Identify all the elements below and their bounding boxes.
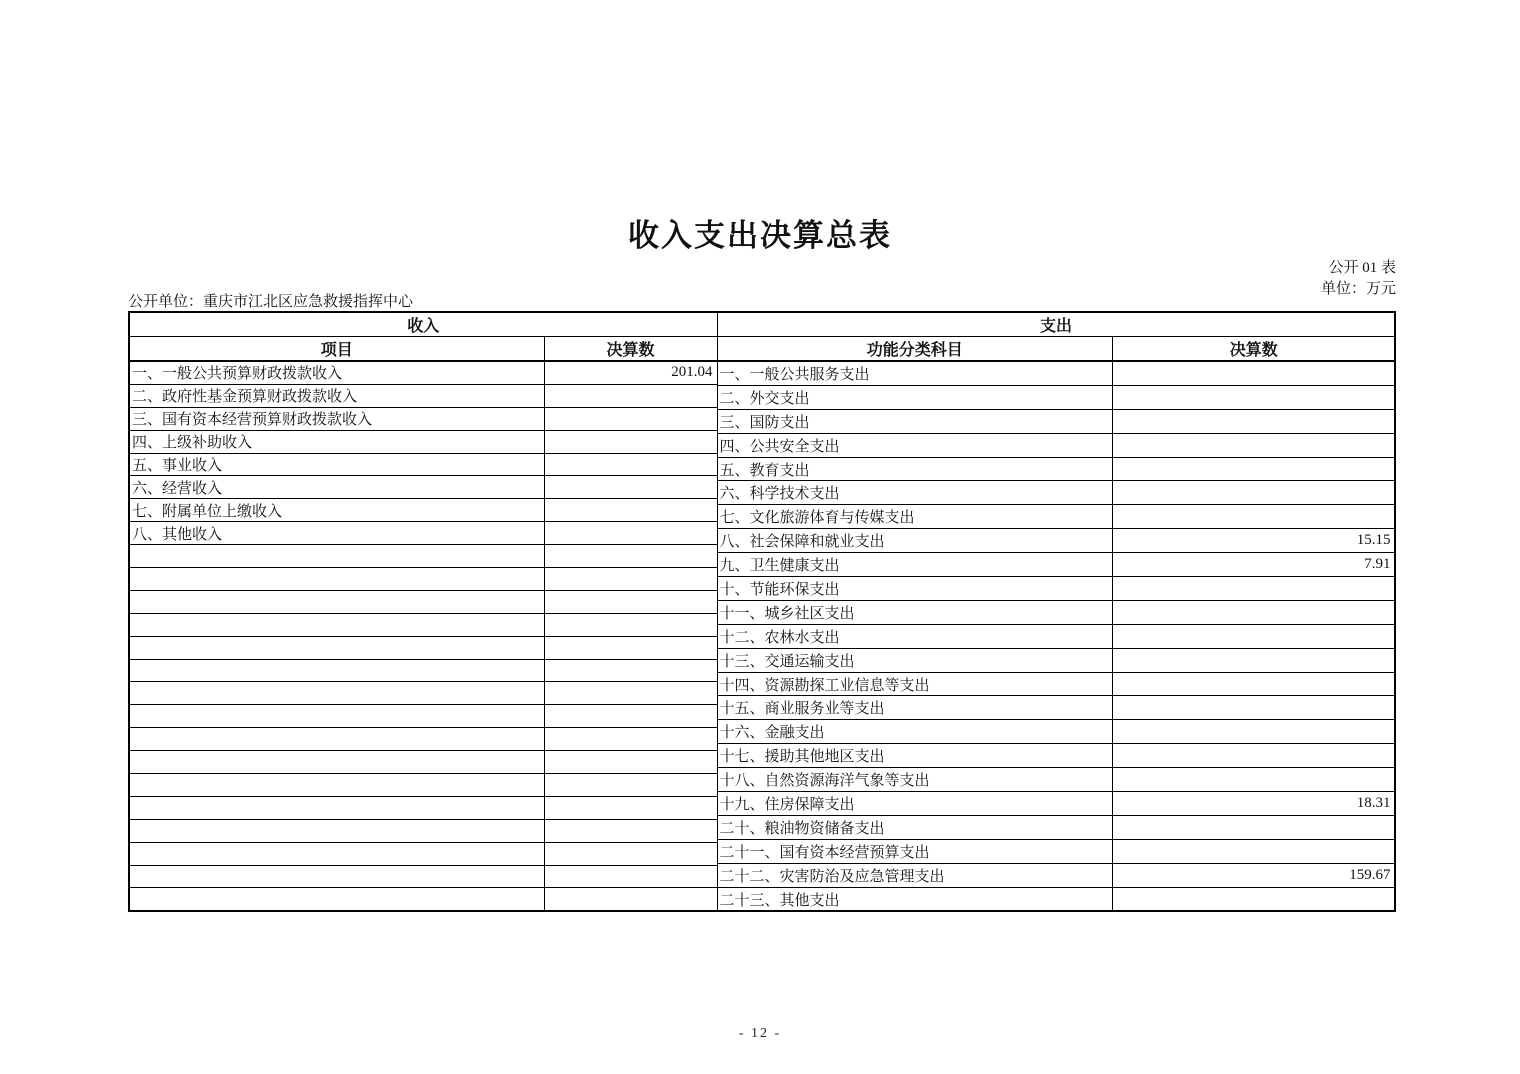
expenditure-row [718,505,1395,529]
income-item-value [544,682,717,705]
expenditure-row [718,481,1395,505]
expenditure-row [718,600,1395,624]
expenditure-item-label: 一、一般公共服务支出 [718,361,1113,385]
income-item-label [130,728,544,751]
income-section-row [130,313,717,337]
income-item-value [544,407,717,430]
expenditure-item-label: 十七、援助其他地区支出 [718,744,1113,768]
expenditure-item-label: 十九、住房保障支出 [718,792,1113,816]
income-row [130,522,717,545]
expenditure-item-value [1113,624,1395,648]
income-row [130,590,717,613]
income-row [130,774,717,797]
income-item-label [130,636,544,659]
expenditure-item-label: 十八、自然资源海洋气象等支出 [718,768,1113,792]
expenditure-row [718,839,1395,863]
income-item-value [544,705,717,728]
income-item-label [130,842,544,865]
income-item-value [544,430,717,453]
income-table [130,313,718,910]
expenditure-item-label: 十、节能环保支出 [718,577,1113,601]
expenditure-item-label: 二十三、其他支出 [718,887,1113,910]
expenditure-item-label: 十三、交通运输支出 [718,648,1113,672]
expenditure-item-label: 二十一、国有资本经营预算支出 [718,839,1113,863]
income-item-value [544,888,717,910]
expenditure-row [718,768,1395,792]
expenditure-row [718,815,1395,839]
income-item-label [130,545,544,568]
income-row [130,636,717,659]
income-row [130,659,717,682]
income-row [130,499,717,522]
income-item-label [130,568,544,591]
expenditure-row [718,361,1395,385]
income-item-label [130,796,544,819]
expenditure-row [718,409,1395,433]
expenditure-row [718,792,1395,816]
expenditure-item-value: 7.91 [1113,553,1395,577]
expenditure-item-value [1113,887,1395,910]
income-row [130,865,717,888]
expenditure-item-label: 三、国防支出 [718,409,1113,433]
income-item-value [544,796,717,819]
income-item-value [544,751,717,774]
income-row [130,384,717,407]
income-item-label [130,865,544,888]
income-row [130,842,717,865]
expenditure-item-label: 十五、商业服务业等支出 [718,696,1113,720]
document-body [128,256,1396,912]
expenditure-item-value [1113,744,1395,768]
expenditure-item-label: 二、外交支出 [718,385,1113,409]
expenditure-item-value [1113,409,1395,433]
income-item-value [544,636,717,659]
income-item-value [544,568,717,591]
expenditure-item-value [1113,361,1395,385]
expenditure-item-value [1113,648,1395,672]
income-row [130,888,717,910]
income-item-value [544,545,717,568]
expenditure-item-label: 十四、资源勘探工业信息等支出 [718,672,1113,696]
income-item-label [130,705,544,728]
expenditure-item-value [1113,696,1395,720]
expenditure-item-label: 八、社会保障和就业支出 [718,529,1113,553]
expenditure-item-label: 十一、城乡社区支出 [718,600,1113,624]
expenditure-item-label: 十六、金融支出 [718,720,1113,744]
income-item-label [130,590,544,613]
org-label: 公开单位：重庆市江北区应急救援指挥中心 [128,294,414,310]
expenditure-row [718,696,1395,720]
income-item-label: 三、国有资本经营预算财政拨款收入 [130,407,544,430]
expenditure-row [718,672,1395,696]
income-row [130,361,717,384]
expenditure-section-row [718,313,1395,337]
expenditure-item-value [1113,720,1395,744]
income-row [130,476,717,499]
income-item-label [130,819,544,842]
page-number: - 12 - [738,1026,782,1041]
income-item-value [544,659,717,682]
income-row [130,796,717,819]
expenditure-table [718,313,1395,910]
expenditure-item-label: 五、教育支出 [718,457,1113,481]
income-item-value [544,522,717,545]
expenditure-item-value: 18.31 [1113,792,1395,816]
expenditure-row [718,457,1395,481]
expenditure-item-label: 二十、粮油物资储备支出 [718,815,1113,839]
expenditure-item-col-header: 功能分类科目 [718,337,1113,362]
expenditure-row [718,553,1395,577]
income-item-value [544,476,717,499]
income-item-label: 四、上级补助收入 [130,430,544,453]
income-row [130,430,717,453]
income-item-label [130,682,544,705]
expenditure-row [718,577,1395,601]
income-row [130,407,717,430]
income-item-value [544,865,717,888]
expenditure-row [718,744,1395,768]
table-number-note: 公开 01 表 [1328,260,1396,276]
income-item-label: 七、附属单位上缴收入 [130,499,544,522]
expenditure-row [718,529,1395,553]
income-row [130,613,717,636]
income-item-label [130,751,544,774]
income-section-header: 收入 [130,313,717,337]
expenditure-item-label: 九、卫生健康支出 [718,553,1113,577]
expenditure-item-label: 六、科学技术支出 [718,481,1113,505]
income-item-value [544,590,717,613]
income-item-label [130,659,544,682]
income-item-label: 五、事业收入 [130,453,544,476]
expenditure-item-value [1113,505,1395,529]
expenditure-row [718,887,1395,910]
income-item-col-header: 项目 [130,337,544,362]
expenditure-columns-row [718,337,1395,362]
expenditure-item-label: 四、公共安全支出 [718,433,1113,457]
income-item-value [544,842,717,865]
account-summary-table [128,311,1396,912]
expenditure-item-value [1113,457,1395,481]
meta-line [128,280,1396,311]
expenditure-row [718,624,1395,648]
expenditure-section-header: 支出 [718,313,1395,337]
expenditure-item-value [1113,815,1395,839]
expenditure-item-value [1113,385,1395,409]
income-item-value: 201.04 [544,361,717,384]
income-item-value [544,499,717,522]
expenditure-row [718,648,1395,672]
income-item-label: 二、政府性基金预算财政拨款收入 [130,384,544,407]
income-item-value [544,613,717,636]
expenditure-item-value [1113,672,1395,696]
income-item-label: 八、其他收入 [130,522,544,545]
income-row [130,819,717,842]
expenditure-row [718,863,1395,887]
expenditure-item-value [1113,433,1395,457]
unit-note: 单位：万元 [1320,281,1396,297]
expenditure-item-value: 15.15 [1113,529,1395,553]
expenditure-item-value: 159.67 [1113,863,1395,887]
expenditure-row [718,385,1395,409]
expenditure-item-value [1113,768,1395,792]
expenditure-item-label: 十二、农林水支出 [718,624,1113,648]
income-amount-col-header: 决算数 [544,337,717,362]
income-item-label [130,613,544,636]
income-row [130,705,717,728]
income-item-label: 一、一般公共预算财政拨款收入 [130,361,544,384]
expenditure-item-label: 二十二、灾害防治及应急管理支出 [718,863,1113,887]
expenditure-item-value [1113,600,1395,624]
expenditure-item-value [1113,577,1395,601]
expenditure-item-label: 七、文化旅游体育与传媒支出 [718,505,1113,529]
income-item-value [544,774,717,797]
page-title: 收入支出决算总表 [628,218,892,253]
income-row [130,682,717,705]
income-columns-row [130,337,717,362]
income-row [130,751,717,774]
expenditure-row [718,433,1395,457]
income-row [130,568,717,591]
income-item-value [544,819,717,842]
income-item-value [544,728,717,751]
expenditure-amount-col-header: 决算数 [1113,337,1395,362]
income-item-label: 六、经营收入 [130,476,544,499]
expenditure-item-value [1113,839,1395,863]
expenditure-row [718,720,1395,744]
income-row [130,545,717,568]
income-item-value [544,384,717,407]
income-row [130,728,717,751]
income-item-value [544,453,717,476]
income-item-label [130,888,544,910]
expenditure-item-value [1113,481,1395,505]
income-row [130,453,717,476]
income-item-label [130,774,544,797]
